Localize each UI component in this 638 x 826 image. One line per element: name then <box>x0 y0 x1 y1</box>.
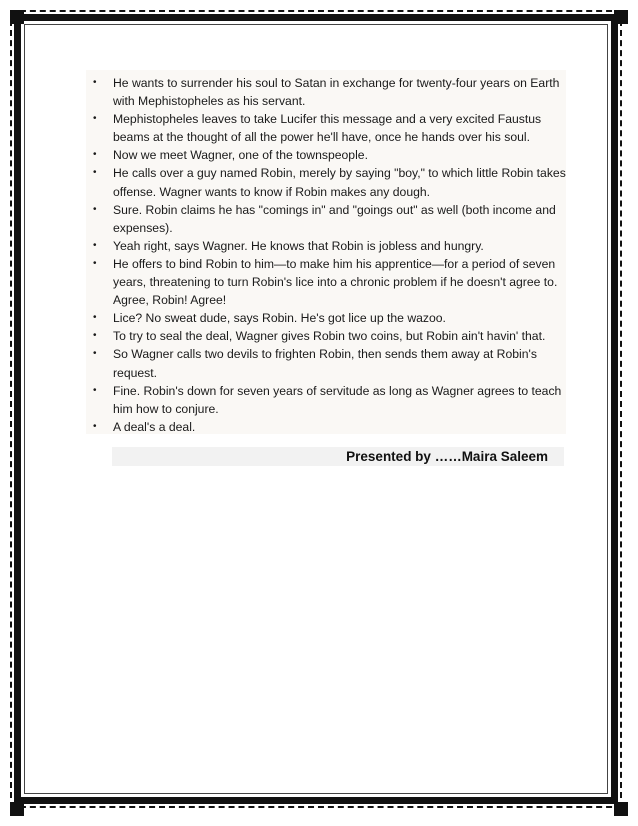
bullet-dot-icon: • <box>93 312 97 324</box>
bullet-dot-icon: • <box>93 384 97 396</box>
bullet-item <box>86 309 566 327</box>
bullet-text: Now we meet Wagner, one of the townspeople. <box>113 148 368 163</box>
bullet-dot-icon: • <box>93 167 97 179</box>
bullet-dot-icon: • <box>93 113 97 125</box>
border-corner <box>10 10 24 24</box>
bullet-item <box>86 345 566 381</box>
bullet-text: Fine. Robin's down for seven years of servitude as long as Wagner agrees to teach him how to conjure. <box>113 383 562 416</box>
bullet-item <box>86 237 566 255</box>
bullet-text: Sure. Robin claims he has "comings in" and "goings out" as well (both income and expenses). <box>113 202 556 235</box>
bullet-dot-icon: • <box>93 348 97 360</box>
bullet-item <box>86 164 566 200</box>
bullet-item <box>86 418 566 436</box>
border-corner <box>614 10 628 24</box>
bullet-dot-icon: • <box>93 239 97 251</box>
border-corner <box>614 802 628 816</box>
bullet-text: So Wagner calls two devils to frighten Robin, then sends them away at Robin's request. <box>113 347 537 380</box>
summary-bullet-list <box>86 74 566 436</box>
border-corner <box>10 802 24 816</box>
bullet-text: He wants to surrender his soul to Satan in exchange for twenty-four years on Earth with Mephistopheles as his servant. <box>113 76 560 109</box>
bullet-text: He offers to bind Robin to him—to make him his apprentice—for a period of seven years, threatening to turn Robin's lice into a chronic problem if he doesn't agree to. Agree, Robin! Agree! <box>113 256 558 308</box>
bullet-text: A deal's a deal. <box>113 419 196 434</box>
bullet-dot-icon: • <box>93 420 97 432</box>
bullet-item <box>86 110 566 146</box>
bullet-item <box>86 255 566 309</box>
bullet-text: Mephistopheles leaves to take Lucifer this message and a very excited Faustus beams at the thought of all the power he'll have, once he hands over his soul. <box>113 112 542 145</box>
bullet-item <box>86 74 566 110</box>
bullet-text: Lice? No sweat dude, says Robin. He's got lice up the wazoo. <box>113 311 446 326</box>
bullet-dot-icon: • <box>93 330 97 342</box>
presented-by-text: Presented by ……Maira Saleem <box>346 449 548 464</box>
bullet-item <box>86 146 566 164</box>
bullet-text: He calls over a guy named Robin, merely by saying "boy," to which little Robin takes offense. Wagner wants to know if Robin makes any dough. <box>113 166 566 199</box>
bullet-dot-icon: • <box>93 203 97 215</box>
bullet-item <box>86 382 566 418</box>
bullet-dot-icon: • <box>93 257 97 269</box>
bullet-text: Yeah right, says Wagner. He knows that Robin is jobless and hungry. <box>113 238 484 253</box>
bullet-item <box>86 327 566 345</box>
bullet-dot-icon: • <box>93 149 97 161</box>
bullet-item <box>86 201 566 237</box>
bullet-dot-icon: • <box>93 77 97 88</box>
bullet-text: To try to seal the deal, Wagner gives Robin two coins, but Robin ain't havin' that. <box>113 329 546 344</box>
